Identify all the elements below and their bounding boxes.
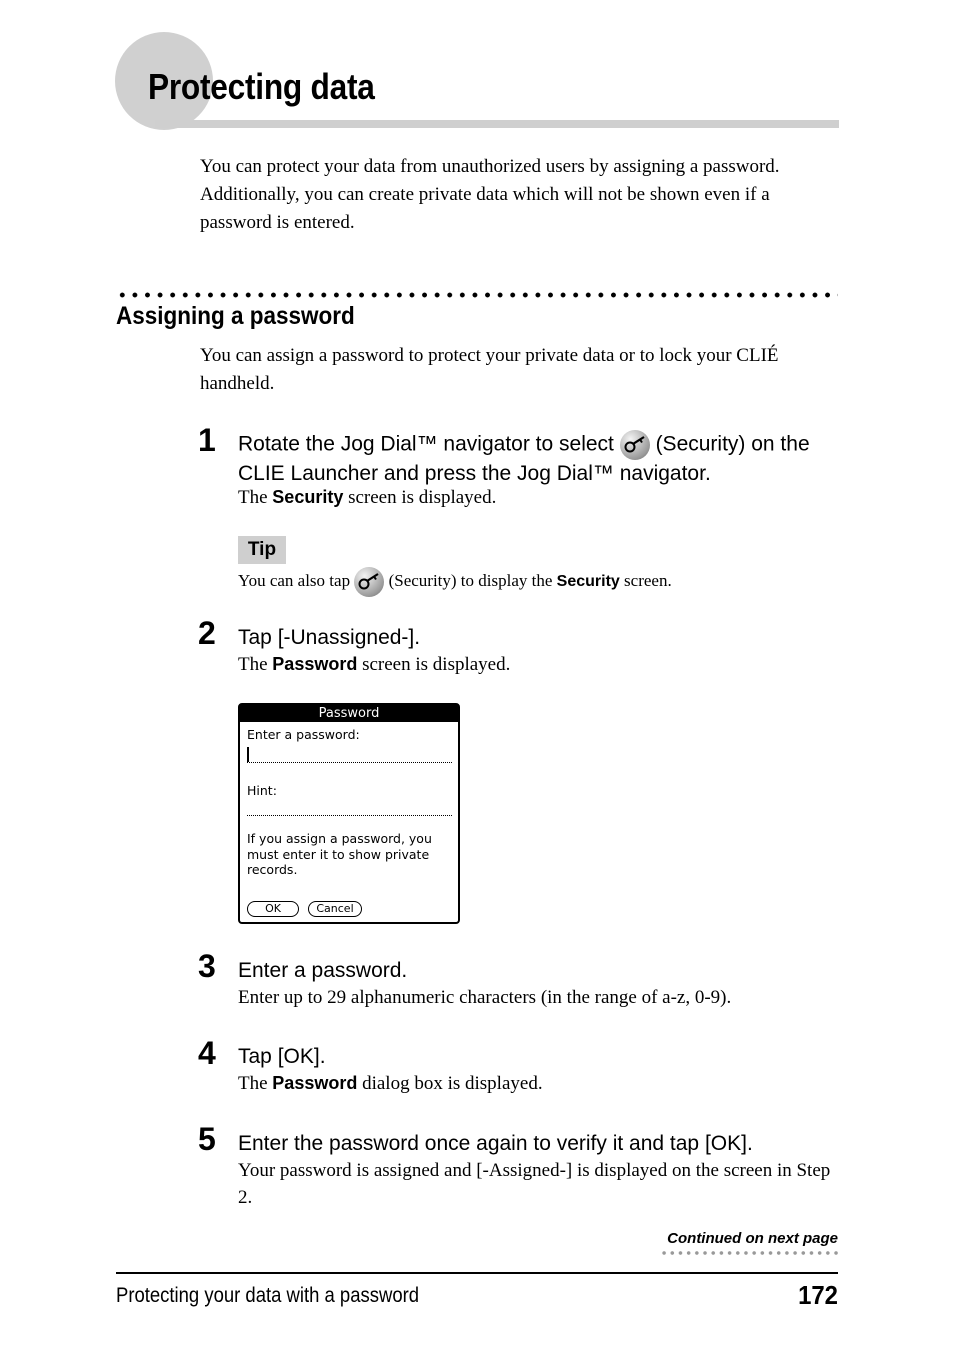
step-1-number: 1	[198, 422, 216, 458]
continued-dotted-line	[660, 1250, 838, 1256]
tip-text-bold: Security	[556, 573, 620, 590]
step-2-instruction: Tap [-Unassigned-].	[238, 626, 421, 649]
step-4-result-bold: Password	[272, 1073, 358, 1093]
title-underline-bar	[155, 120, 839, 128]
step-4-instruction: Tap [OK].	[238, 1045, 326, 1068]
cancel-button[interactable]: Cancel	[308, 901, 362, 917]
enter-password-label: Enter a password:	[247, 727, 360, 742]
step-2-result-bold: Password	[272, 654, 358, 674]
section-dotted-divider	[116, 292, 838, 298]
intro-paragraph: You can protect your data from unauthorized users by assigning a password. Additionally, you can create private data which will not be shown even if a password is entered.	[200, 156, 780, 233]
step-1-instruction	[238, 430, 838, 487]
step-1-text-b: (Security) on the CLIE Launcher and press the Jog Dial™ navigator.	[238, 432, 810, 485]
section-title: Assigning a password	[116, 302, 355, 330]
step-1-result	[238, 484, 838, 511]
tip-text-c: screen.	[624, 571, 672, 590]
security-key-icon	[354, 567, 384, 597]
tip-text-a: You can also tap	[238, 571, 351, 590]
step-1-result-a: The	[238, 487, 268, 508]
tip-text-b: (Security) to display the	[388, 571, 553, 590]
step-1-result-b: screen is displayed.	[348, 487, 497, 508]
text-cursor	[247, 747, 249, 762]
hint-label: Hint:	[247, 783, 277, 798]
page-title: Protecting data	[148, 66, 375, 107]
step-5-result: Your password is assigned and [-Assigned-] is displayed on the screen in Step 2.	[238, 1160, 831, 1208]
step-3-result: Enter up to 29 alphanumeric characters (in the range of a-z, 0-9).	[238, 987, 732, 1008]
password-message: If you assign a password, you must enter it to show private records.	[247, 831, 432, 877]
step-1-text-a: Rotate the Jog Dial™ navigator to select	[238, 432, 614, 456]
section-intro: You can assign a password to protect your private data or to lock your CLIÉ handheld.	[200, 345, 779, 394]
security-key-icon	[620, 430, 650, 460]
password-input[interactable]	[247, 762, 452, 763]
step-2-number: 2	[198, 615, 216, 651]
password-screen	[238, 703, 460, 924]
step-5-number: 5	[198, 1121, 216, 1157]
footer-section-name: Protecting your data with a password	[116, 1284, 420, 1307]
step-2-result-b: screen is displayed.	[362, 654, 511, 675]
step-4-result	[238, 1070, 838, 1097]
password-screen-title: Password	[240, 705, 458, 722]
page-number: 172	[798, 1280, 838, 1310]
step-2-result-a: The	[238, 654, 268, 675]
step-5-instruction: Enter the password once again to verify it and tap [OK].	[238, 1132, 753, 1155]
step-4-result-b: dialog box is displayed.	[362, 1073, 543, 1094]
step-3-number: 3	[198, 948, 216, 984]
step-2-result	[238, 651, 838, 678]
step-1-result-bold: Security	[272, 487, 344, 507]
footer-rule	[116, 1272, 838, 1274]
ok-button[interactable]: OK	[247, 901, 299, 917]
hint-input[interactable]	[247, 815, 452, 816]
step-4-number: 4	[198, 1035, 216, 1071]
step-4-result-a: The	[238, 1073, 268, 1094]
step-3-instruction: Enter a password.	[238, 959, 408, 982]
continued-note: Continued on next page	[667, 1230, 838, 1247]
tip-text	[238, 566, 838, 597]
tip-label: Tip	[238, 536, 286, 564]
